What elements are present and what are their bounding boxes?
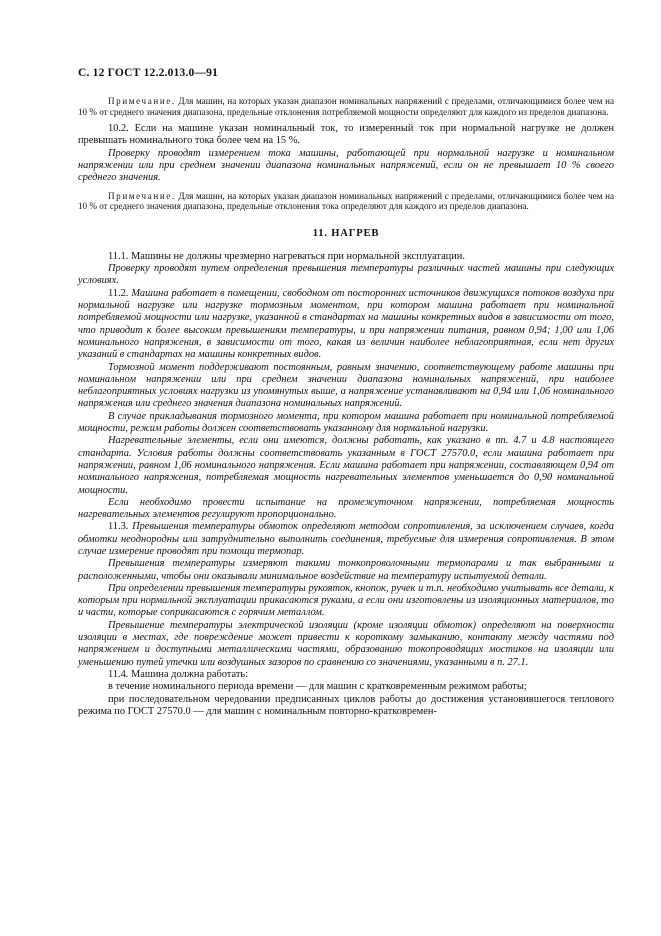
clause-number: 11.3. [108,521,133,533]
paragraph-11-4: 11.4. Машина должна работать: [108,668,248,680]
paragraph-intermediate-voltage: Если необходимо провести испытание на промежуточном напряжении, потребляемая мощность нагревательных элементов регулируют пропорционально. [78,496,614,521]
document-body [78,96,614,718]
paragraph-11-2 [78,288,614,362]
note-label: Примечание. [108,190,176,201]
note-current [78,191,614,212]
clause-number: 11.2. [108,287,132,299]
paragraph-11-1-check: Проверку проводят путем определения превышения температуры различных частей машины при следующих условиях. [78,263,614,287]
paragraph-insulation: Превышение температуры электрической изоляции (кроме изоляции обмоток) определяют на поверхности изоляции в местах, где повреждение может привести к короткому замыканию, контакту между частями под напряжением и доступными металлическими частями, образованию токопроводящих мостиков на изоляции или уменьшению путей утечки или воздушных зазоров по сравнению со значениями, указанными в п. 27.1. [78,619,614,668]
paragraph-torque: Тормозной момент поддерживают постоянным, равным значению, соответствующему работе машины при номинальном напряжении или при среднем значении диапазона номинальных напряжений, при наиболее неблагоприятных условиях нагрузки из упомянутых выше, а напряжение устанавливают на 0,94 или 1,06 номинального напряжения или среднего значения диапазона номинальных напряжений. [78,361,614,410]
note-power [78,96,614,117]
paragraph-11-3 [78,521,614,558]
clause-text: Превышения температуры обмоток определяют методом сопротивления, за исключением случаев, когда обмотки неоднородны или затруднительно выполнить соединения, требуемые для измерения сопротивления. В этом случае измерение проводят при помощи термопар. [78,521,614,557]
section-title: 11. НАГРЕВ [312,227,380,239]
paragraph-thermocouples: Превышения температуры измеряют такими тонкопроволочными термопарами и так выбранными и расположенными, чтобы они оказывали минимальное воздействие на температуру испытуемой детали. [78,558,614,582]
note-label: Примечание. [108,96,176,106]
paragraph-11-4-a: в течение номинального периода времени — для машин с кратковременным режимом работы; [108,681,527,693]
page-header: С. 12 ГОСТ 12.2.013.0—91 [78,67,219,79]
paragraph-10-2-check: Проверку проводят измерением тока машины, работающей при нормальной нагрузке и номинальном напряжении или при среднем значении диапазона номинальных напряжений, если он не превышает 10 % своего среднего значения. [78,147,614,184]
paragraph-11-1: 11.1. Машины не должны чрезмерно нагреваться при нормальной эксплуатации. [108,250,465,262]
paragraph-10-2: 10.2. Если на машине указан номинальный ток, то измеренный ток при нормальной нагрузке не должен превышать номинального тока более чем на 15 %. [78,123,614,147]
paragraph-handles: При определении превышения температуры рукояток, кнопок, ручек и т.п. необходимо учитывать все детали, к которым при нормальной эксплуатации прикасаются руками, а если они изготовлены из изоляционных материалов, то и части, которые соприкасаются с горячим металлом. [78,582,614,619]
note-text: Для машин, на которых указан диапазон номинальных напряжений с пределами, отличающимися более чем на 10 % от среднего значения диапазона, предельные отклонения тока определяют для каждого из пределов диапазона. [78,190,614,212]
note-text: Для машин, на которых указан диапазон номинальных напряжений с пределами, отличающимися более чем на 10 % от среднего значения диапазона, предельные отклонения потребляемой мощности определяют для каждого из пределов диапазона. [78,96,614,117]
paragraph-torque-mode: В случае прикладывания тормозного момента, при котором машина работает при номинальной потребляемой мощности, режим работы должен соответствовать указанному для нормальной нагрузки. [78,410,614,435]
paragraph-11-4-b: при последовательном чередовании предписанных циклов работы до достижения установившегося теплового режима по ГОСТ 27570.0 — для машин с номинальным повторно-кратковремен- [78,693,614,717]
paragraph-heating-elements: Нагревательные элементы, если они имеются, должны работать, как указано в пп. 4.7 и 4.8 настоящего стандарта. Условия работы должны соответствовать указанным в ГОСТ 27570.0, если машина работает при напряжении, равном 1,06 номинального напряжения. Если машина работает при напряжении, составляющем 0,94 от номинального напряжения, потребляемая мощность нагревательных элементов уменьшается до 0,90 номинальной мощности. [78,435,614,496]
clause-text: Машина работает в помещении, свободном от посторонних источников движущихся потоков воздуха при нормальной нагрузке или нагрузке тормозным моментом, при котором машина работает при номинальной потребляемой мощности или нагрузке, указанной в стандартах на машины конкретных видов в зависимости от того, что приводит к более высоким превышениям температуры, и при напряжении питания, равном 0,94; 1,00 или 1,06 номинального напряжения, в зависимости от того, какая из величин наиболее неблагоприятная, если нет других указаний в стандартах на машины конкретных видов. [78,287,614,361]
